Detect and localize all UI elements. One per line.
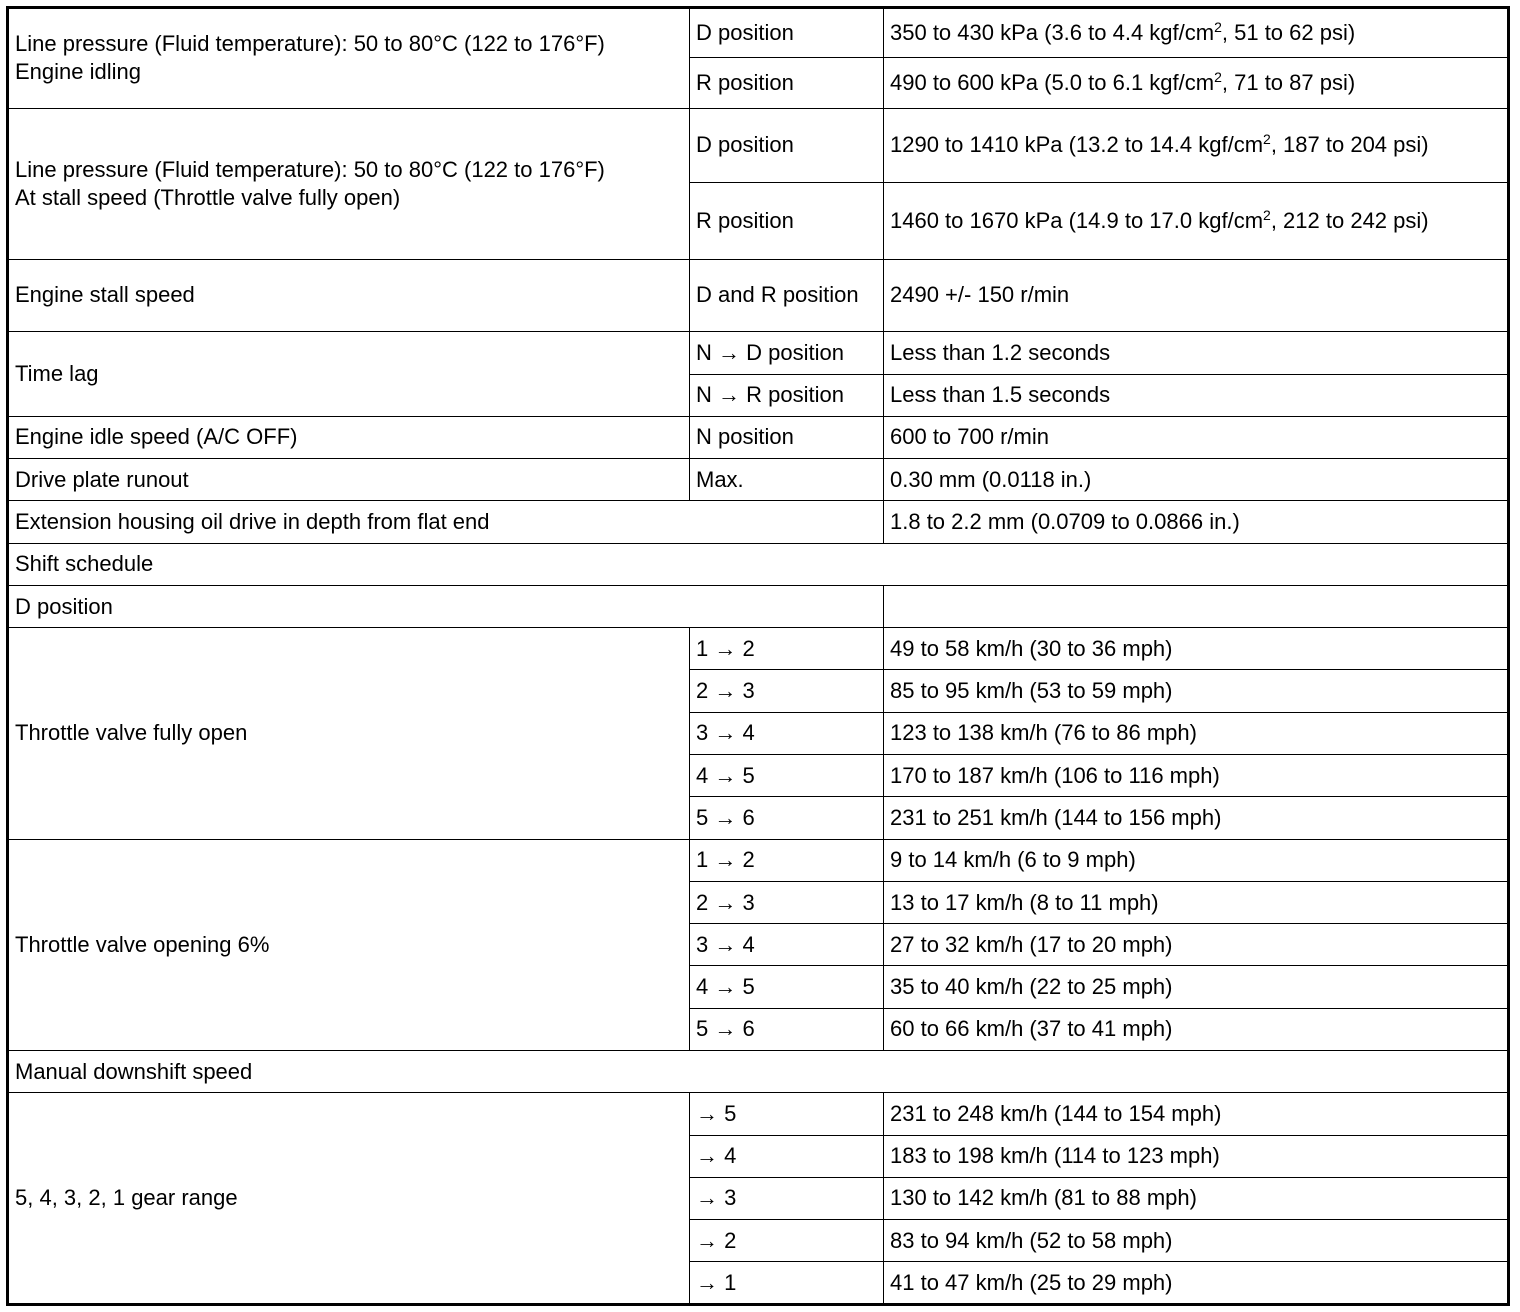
value-cell: 231 to 251 km/h (144 to 156 mph) <box>884 797 1509 839</box>
value-cell <box>884 108 1509 183</box>
condition-cell: D position <box>690 108 884 183</box>
condition-cell: D position <box>690 8 884 58</box>
line-pressure-idle-label <box>8 8 690 109</box>
table-row <box>8 839 1509 881</box>
condition-cell: N → R position <box>690 374 884 416</box>
value-cell: 183 to 198 km/h (114 to 123 mph) <box>884 1135 1509 1177</box>
shift-cell: → 2 <box>690 1220 884 1262</box>
line-pressure-stall-label <box>8 108 690 259</box>
shift-cell: 2 → 3 <box>690 881 884 923</box>
table-row <box>8 1093 1509 1135</box>
condition-cell: R position <box>690 183 884 260</box>
value-cell: Less than 1.2 seconds <box>884 332 1509 374</box>
gear-range-label: 5, 4, 3, 2, 1 gear range <box>8 1093 690 1305</box>
extension-housing-label: Extension housing oil drive in depth from flat end <box>8 501 884 543</box>
shift-cell: 1 → 2 <box>690 839 884 881</box>
value-cell: 85 to 95 km/h (53 to 59 mph) <box>884 670 1509 712</box>
value-cell: 600 to 700 r/min <box>884 416 1509 458</box>
drive-plate-runout-label: Drive plate runout <box>8 459 690 501</box>
table-row <box>8 416 1509 458</box>
superscript: 2 <box>1214 19 1222 36</box>
value-cell: 13 to 17 km/h (8 to 11 mph) <box>884 881 1509 923</box>
value-cell: 2490 +/- 150 r/min <box>884 259 1509 332</box>
shift-cell: 5 → 6 <box>690 797 884 839</box>
condition-cell: D and R position <box>690 259 884 332</box>
value-cell: 231 to 248 km/h (144 to 154 mph) <box>884 1093 1509 1135</box>
table-row <box>8 628 1509 670</box>
shift-schedule-heading: Shift schedule <box>8 543 1509 585</box>
table-row <box>8 459 1509 501</box>
shift-cell: 3 → 4 <box>690 924 884 966</box>
table-row <box>8 8 1509 58</box>
spec-table-wrapper <box>6 6 1507 1306</box>
engine-stall-speed-label: Engine stall speed <box>8 259 690 332</box>
table-row <box>8 585 1509 627</box>
value-text: 490 to 600 kPa (5.0 to 6.1 kgf/cm <box>890 70 1215 96</box>
engine-idle-speed-label: Engine idle speed (A/C OFF) <box>8 416 690 458</box>
condition-cell: N → D position <box>690 332 884 374</box>
label-line: Line pressure (Fluid temperature): 50 to 80°C (122 to 176°F) <box>15 156 605 182</box>
shift-cell: 5 → 6 <box>690 1008 884 1050</box>
value-cell: Less than 1.5 seconds <box>884 374 1509 416</box>
condition-cell: N position <box>690 416 884 458</box>
d-position-heading: D position <box>8 585 884 627</box>
time-lag-label: Time lag <box>8 332 690 417</box>
table-row <box>8 501 1509 543</box>
value-cell <box>884 183 1509 260</box>
value-cell: 0.30 mm (0.0118 in.) <box>884 459 1509 501</box>
table-row <box>8 108 1509 183</box>
transmission-spec-table <box>6 6 1510 1306</box>
shift-cell: 3 → 4 <box>690 712 884 754</box>
value-cell: 170 to 187 km/h (106 to 116 mph) <box>884 755 1509 797</box>
condition-cell: R position <box>690 58 884 108</box>
superscript: 2 <box>1214 69 1222 86</box>
value-text: , 187 to 204 psi) <box>1270 132 1429 158</box>
condition-cell: Max. <box>690 459 884 501</box>
shift-cell: 2 → 3 <box>690 670 884 712</box>
value-cell: 27 to 32 km/h (17 to 20 mph) <box>884 924 1509 966</box>
label-line: Engine idling <box>15 59 141 85</box>
superscript: 2 <box>1263 131 1271 148</box>
value-cell <box>884 8 1509 58</box>
value-text: , 51 to 62 psi) <box>1221 20 1356 46</box>
shift-cell: → 3 <box>690 1177 884 1219</box>
shift-cell: 4 → 5 <box>690 755 884 797</box>
value-cell: 41 to 47 km/h (25 to 29 mph) <box>884 1262 1509 1305</box>
empty-cell <box>884 585 1509 627</box>
table-row <box>8 332 1509 374</box>
value-text: 1290 to 1410 kPa (13.2 to 14.4 kgf/cm <box>890 132 1264 158</box>
value-cell: 1.8 to 2.2 mm (0.0709 to 0.0866 in.) <box>884 501 1509 543</box>
value-cell: 60 to 66 km/h (37 to 41 mph) <box>884 1008 1509 1050</box>
throttle-fully-open-label: Throttle valve fully open <box>8 628 690 839</box>
value-cell: 49 to 58 km/h (30 to 36 mph) <box>884 628 1509 670</box>
table-row <box>8 543 1509 585</box>
manual-downshift-heading: Manual downshift speed <box>8 1051 1509 1093</box>
value-cell: 123 to 138 km/h (76 to 86 mph) <box>884 712 1509 754</box>
value-cell: 130 to 142 km/h (81 to 88 mph) <box>884 1177 1509 1219</box>
value-text: 1460 to 1670 kPa (14.9 to 17.0 kgf/cm <box>890 207 1264 233</box>
shift-cell: 1 → 2 <box>690 628 884 670</box>
value-cell <box>884 58 1509 108</box>
table-row <box>8 259 1509 332</box>
shift-cell: → 5 <box>690 1093 884 1135</box>
label-line: Line pressure (Fluid temperature): 50 to 80°C (122 to 176°F) <box>15 31 605 57</box>
value-text: 350 to 430 kPa (3.6 to 4.4 kgf/cm <box>890 20 1215 46</box>
table-row <box>8 1051 1509 1093</box>
value-cell: 35 to 40 km/h (22 to 25 mph) <box>884 966 1509 1008</box>
label-line: At stall speed (Throttle valve fully open) <box>15 184 401 210</box>
value-text: , 71 to 87 psi) <box>1221 70 1356 96</box>
value-cell: 83 to 94 km/h (52 to 58 mph) <box>884 1220 1509 1262</box>
superscript: 2 <box>1263 206 1271 223</box>
throttle-opening-6-label: Throttle valve opening 6% <box>8 839 690 1050</box>
shift-cell: 4 → 5 <box>690 966 884 1008</box>
value-cell: 9 to 14 km/h (6 to 9 mph) <box>884 839 1509 881</box>
value-text: , 212 to 242 psi) <box>1270 207 1429 233</box>
shift-cell: → 4 <box>690 1135 884 1177</box>
shift-cell: → 1 <box>690 1262 884 1305</box>
